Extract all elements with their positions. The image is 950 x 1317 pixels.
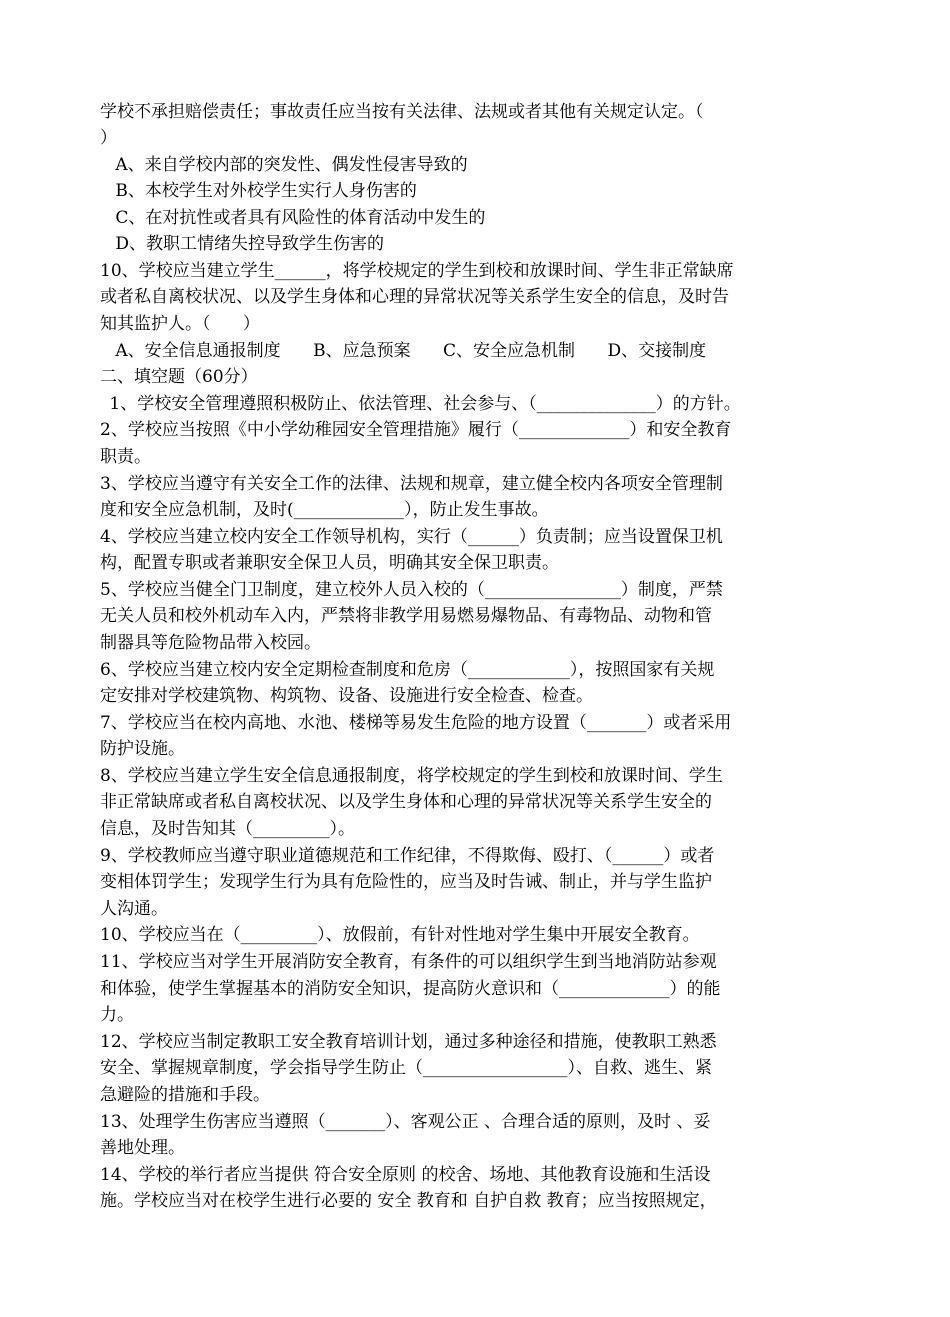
line-text: 或者私自离校状况、以及学生身体和心理的异常状况等关系学生安全的信息，及时告 [100, 287, 729, 307]
section-heading: 二、填空题（60分） [100, 367, 258, 387]
line-text: 度和安全应急机制，及时(_____________），防止发生事故。 [100, 500, 549, 520]
line-text: 安全、掌握规章制度，学会指导学生防止（_________________）、自救、逃生、紧 [100, 1058, 712, 1078]
line-text: 变相体罚学生；发现学生行为具有危险性的，应当及时告诫、制止，并与学生监护 [100, 872, 712, 892]
line-text: 防护设施。 [100, 739, 185, 759]
fill-14: 14、学校的举行者应当提供 符合安全原则 的校舍、场地、其他教育设施和生活设 [100, 1165, 711, 1185]
fill-2: 2、学校应当按照《中小学幼稚园安全管理措施》履行（_____________）和安全教育 [100, 420, 732, 440]
option-d: D、教职工情绪失控导致学生伤害的 [110, 234, 385, 254]
line-text: ） [100, 128, 117, 148]
line-text: 善地处理。 [100, 1138, 185, 1158]
line-text: 和体验，使学生掌握基本的消防安全知识，提高防火意识和（_____________）的能 [100, 979, 721, 999]
option-a: A、来自学校内部的突发性、偶发性侵害导致的 [110, 155, 468, 175]
line-text: 无关人员和校外机动车入内，严禁将非教学用易燃易爆物品、有毒物品、动物和管 [100, 606, 712, 626]
line-text: 职责。 [100, 447, 151, 467]
line-text: 非正常缺席或者私自离校状况、以及学生身体和心理的异常状况等关系学生安全的 [100, 792, 712, 812]
fill-3: 3、学校应当遵守有关安全工作的法律、法规和规章，建立健全校内各项安全管理制 [100, 474, 723, 494]
fill-1: 1、学校安全管理遵照积极防止、依法管理、社会参与、（______________）的方针。 [104, 394, 741, 414]
line-text: 定安排对学校建筑物、构筑物、设备、设施进行安全检查、检查。 [100, 686, 593, 706]
option-b: B、本校学生对外校学生实行人身伤害的 [110, 181, 417, 201]
line-text: 施。学校应当对在校学生进行必要的 安全 教育和 自护自救 教育；应当按照规定， [100, 1191, 717, 1211]
fill-12: 12、学校应当制定教职工安全教育培训计划，通过多种途径和措施，使教职工熟悉 [100, 1032, 717, 1052]
line-text: 制器具等危险物品带入校园。 [100, 633, 321, 653]
fill-13: 13、处理学生伤害应当遵照（_______）、客观公正 、合理合适的原则，及时 、妥 [100, 1112, 711, 1132]
options-row: A、安全信息通报制度 B、应急预案 C、安全应急机制 D、交接制度 [110, 341, 707, 361]
fill-11: 11、学校应当对学生开展消防安全教育，有条件的可以组织学生到当地消防站参观 [100, 952, 717, 972]
option-c: C、在对抗性或者具有风险性的体育活动中发生的 [110, 208, 486, 228]
fill-6: 6、学校应当建立校内安全定期检查制度和危房（____________），按照国家有关规 [100, 660, 715, 680]
line-text: 力。 [100, 1005, 134, 1025]
fill-7: 7、学校应当在校内高地、水池、楼梯等易发生危险的地方设置（_______）或者采用 [100, 713, 732, 733]
fill-9: 9、学校教师应当遵守职业道德规范和工作纪律，不得欺侮、殴打、（______）或者 [100, 846, 715, 866]
fill-4: 4、学校应当建立校内安全工作领导机构，实行（______）负责制；应当设置保卫机 [100, 527, 723, 547]
question-10: 10、学校应当建立学生______，将学校规定的学生到校和放课时间、学生非正常缺席 [100, 261, 734, 281]
fill-8: 8、学校应当建立学生安全信息通报制度，将学校规定的学生到校和放课时间、学生 [100, 766, 723, 786]
line-text: 信息，及时告知其（_________）。 [100, 819, 355, 839]
line-text: 知其监护人。（ ） [100, 314, 260, 334]
line-text: 人沟通。 [100, 899, 168, 919]
line-text: 构，配置专职或者兼职安全保卫人员，明确其安全保卫职责。 [100, 553, 559, 573]
line-text: 学校不承担赔偿责任；事故责任应当按有关法律、法规或者其他有关规定认定。（ [100, 102, 704, 122]
line-text: 急避险的措施和手段。 [100, 1085, 270, 1105]
fill-5: 5、学校应当健全门卫制度，建立校外人员入校的（________________）制度，严禁 [100, 580, 723, 600]
fill-10: 10、学校应当在（_________）、放假前，有针对性地对学生集中开展安全教育。 [100, 925, 700, 945]
